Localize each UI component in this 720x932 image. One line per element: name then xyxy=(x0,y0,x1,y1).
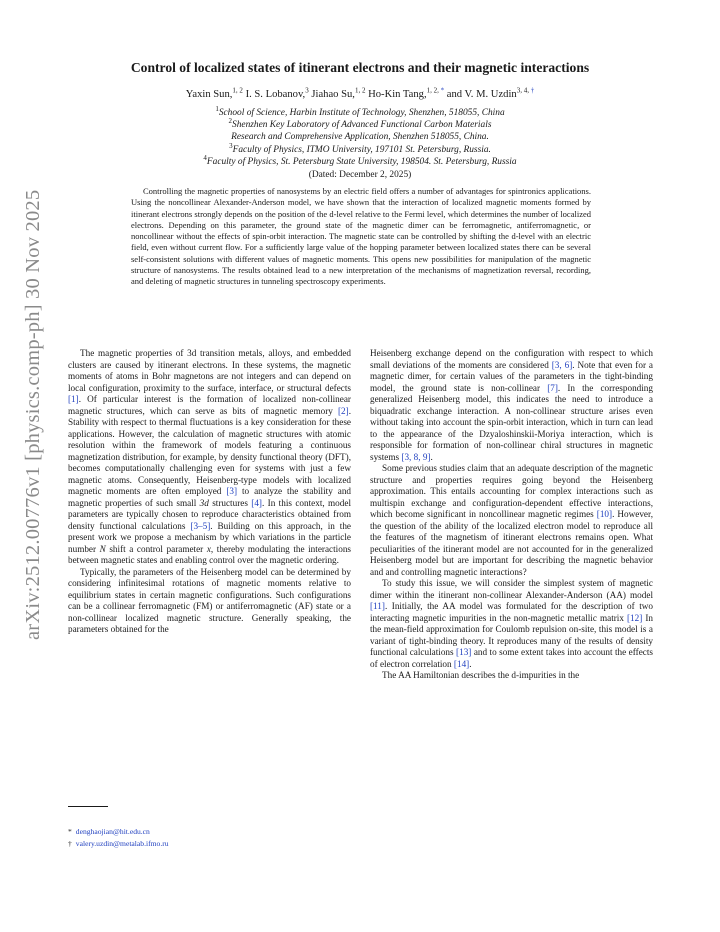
text-run: . Building on this approach, in the present work we propose a mechanism by which variations in the particle number xyxy=(68,520,351,554)
right-column xyxy=(370,348,653,682)
paragraph xyxy=(370,348,653,463)
text-run: . Stability with respect to thermal fluctuations is a key consideration for these applications. However, the calculation of magnetic structures with atomic resolution within the framework of models featuring a continuous magnetization distribution, for example, by density functional theory (DFT), becomes computationally challenging even for systems with just a few magnetic atoms. Consequently, Heisenberg-type models with localized magnetic moments are often employed xyxy=(68,405,351,496)
footnote-rule xyxy=(68,806,108,807)
left-column xyxy=(68,348,351,636)
footnote xyxy=(68,838,169,850)
text-run: . In the corresponding generalized Heisenberg model, this indicates the need to introduce a biquadratic exchange interaction. A non-collinear structure arises even without taking into account the spin-orbit interaction, which in turn can lead to the appearance of the Dzyaloshinskii-Moriya interaction, which is responsible for formation of non-collinear chiral structures in magnetic systems xyxy=(370,382,653,462)
affiliation-number: 1 xyxy=(215,104,219,113)
paragraph xyxy=(370,670,653,682)
text-run: To study this issue, we will consider the simplest system of magnetic dimer within the itinerant non-collinear Alexander-Anderson (AA) model xyxy=(370,578,653,600)
author-name: Yaxin Sun, xyxy=(185,89,233,100)
citation-link[interactable]: [1] xyxy=(68,394,79,404)
math-symbol: 3d xyxy=(199,497,209,508)
author-affiliation-marks: 1, 2 xyxy=(354,86,366,95)
footnote-mark: † xyxy=(68,838,72,848)
affiliation-number: 1 xyxy=(232,86,236,95)
author-name: Jiahao Su, xyxy=(311,89,355,100)
text-run: The AA Hamiltonian describes the d-impurities in the xyxy=(382,670,580,680)
affiliation-number: 2 xyxy=(361,86,366,95)
citation-link[interactable]: [3–5] xyxy=(190,520,211,531)
abstract: Controlling the magnetic properties of nanosystems by an electric field offers a number of advantages for spintronics applications. Using the noncollinear Alexander-Anderson model, we have shown that the interaction of localized magnetic moments formed by itinerant electrons strongly depends on the position of the d-level relative to the Fermi level, which determines the number of localized electrons. Depending on this parameter, the ground state of the magnetic dimer can be ferromagnetic, antiferromagnetic, or noncollinear without the effects of spin-orbit interaction. The magnetic state can be controlled by shifting the d-level with an electric field, even without current flow. For a sufficiently large value of the hopping parameter between localized states there can be several self-consistent solutions with different values of magnetic moments. This opens new possibilities for manipulation of the magnetic structure of nanosystems. The results obtained lead to a new interpretation of the mechanisms of magnetization reversal, recording, and deleting of magnetic structures in tunneling spectroscopy experiments. xyxy=(131,186,591,287)
text-run: . Initially, the AA model was formulated for the description of two interacting magnetic impurities in the non-magnetic metallic matrix xyxy=(370,601,653,623)
author-name: Ho-Kin Tang, xyxy=(368,89,427,100)
citation-link[interactable]: [2] xyxy=(337,405,349,416)
citation-link[interactable]: [14] xyxy=(453,658,470,669)
paragraph xyxy=(68,348,351,567)
email-link[interactable]: valery.uzdin@metalab.ifmo.ru xyxy=(75,838,169,848)
affiliation-line xyxy=(0,119,720,131)
citation-link[interactable]: [13] xyxy=(456,647,472,657)
citation-link[interactable]: [3, 6] xyxy=(551,359,573,370)
affiliation-number: 3 xyxy=(305,86,309,95)
affiliation-number: 2 xyxy=(228,117,233,126)
citation-link[interactable]: [4] xyxy=(251,497,262,508)
citation-link[interactable]: [10] xyxy=(596,509,613,519)
affiliation-line xyxy=(0,153,720,168)
text-run: The magnetic properties of 3d transition metals, alloys, and embedded clusters are caused by itinerant electrons. In these systems, the magnetic moments of atoms in Bohr magnetons are not integers and can depend on local configuration, proximity to the surface, interface, or structural defects xyxy=(68,348,351,393)
text-run: . In this context, model parameters are typically chosen to reproduce characteristics obtained from density functional calculations xyxy=(68,497,351,531)
math-symbol: N xyxy=(99,543,106,554)
author-affiliation-marks xyxy=(305,86,309,94)
author-name: I. S. Lobanov, xyxy=(245,89,306,100)
affiliation-number: 3 xyxy=(516,86,521,95)
citation-link[interactable]: [12] xyxy=(627,612,643,623)
footnote-link[interactable]: † xyxy=(530,86,535,95)
paragraph xyxy=(370,463,653,578)
citation-link[interactable]: [7] xyxy=(547,382,558,393)
affiliation-number: 3 xyxy=(229,141,233,150)
paragraph xyxy=(370,578,653,670)
author-name: V. M. Uzdin xyxy=(464,89,517,100)
citation-link[interactable]: [3] xyxy=(226,486,238,496)
text-run: structures xyxy=(208,497,252,508)
text-run: Some previous studies claim that an adequate description of the magnetic structure and properties requires going beyond the Heisenberg approximation. This entails accounting for complex interactions such as multispin exchange and configuration-dependent effective interactions, which become significant in noncollinear magnetic regimes xyxy=(370,463,653,519)
affiliation-number: 2 xyxy=(239,86,243,95)
affiliation-line xyxy=(0,131,720,143)
text-run: . xyxy=(469,658,472,669)
affiliation-number: 4 xyxy=(523,86,528,95)
text-run: and to some extent takes into account the effects of electron correlation xyxy=(370,647,653,669)
arxiv-side-stamp: arXiv:2512.00776v1 [physics.comp-ph] 30 Nov 2025 xyxy=(22,189,44,640)
text-run: , thereby modulating the interactions between magnetic states and enabling control over the magnetic ordering. xyxy=(68,543,351,565)
affiliation-number: 1 xyxy=(354,86,359,95)
affiliations xyxy=(0,104,720,168)
author-affiliation-marks: 1, 2, * xyxy=(426,86,445,95)
footnote-link[interactable]: * xyxy=(440,86,445,95)
affiliation-number: 2 xyxy=(433,86,438,95)
author-list: Yaxin Sun,$^{1, 2}$ I. S. Lobanov,$^3$ Jiahao Su,$^{1, 2}$ Ho-Kin Tang,$^{1, 2, *}$ and V. M. Uzdin$^{3, 4, \dagger}$ xyxy=(185,86,535,100)
paragraph xyxy=(68,567,351,636)
text-run: shift a control parameter xyxy=(105,543,207,554)
affiliation-line xyxy=(0,104,720,119)
affiliation-text: Faculty of Physics, ITMO University, 197101 St. Petersburg, Russia. xyxy=(232,144,491,155)
dated-line: (Dated: December 2, 2025) xyxy=(308,170,412,180)
author-affiliation-marks: 1, 2 xyxy=(232,86,243,95)
footnote xyxy=(68,826,169,838)
author-affiliation-marks: 3, 4, † xyxy=(516,86,535,95)
citation-link[interactable]: [11] xyxy=(370,601,385,611)
email-link[interactable]: denghaojian@hit.edu.cn xyxy=(75,827,150,836)
affiliation-text: Faculty of Physics, St. Petersburg State University, 198504. St. Petersburg, Russia xyxy=(206,156,517,167)
text-run: to analyze the stability and magnetic properties of such small xyxy=(68,486,352,508)
math-symbol: x xyxy=(206,543,211,554)
footnotes xyxy=(68,826,169,849)
affiliation-text: Shenzhen Key Laboratory of Advanced Functional Carbon Materials xyxy=(232,120,492,131)
affiliation-text: Research and Comprehensive Application, Shenzhen 518055, China. xyxy=(231,132,489,143)
text-run: In the mean-field approximation for Coulomb repulsion on-site, this model is a variant of tight-binding theory. It reproduces many of the results of density functional calculations xyxy=(370,612,654,657)
text-run: . However, the question of the ability of the localized electron model to reproduce all the features of the magnetism of itinerant electrons remains open. What peculiarities of the itinerant model are not accounted for in the generalized Heisenberg model but are important for describing the magnetic behavior and and controlling magnetic interactions? xyxy=(370,509,653,577)
text-run: Heisenberg exchange depend on the configuration with respect to which small deviations of the moments are considered xyxy=(370,348,653,370)
affiliation-number: 1 xyxy=(426,86,431,95)
affiliation-text: School of Science, Harbin Institute of Technology, Shenzhen, 518055, China xyxy=(218,108,505,118)
citation-link[interactable]: [3, 8, 9] xyxy=(401,451,431,462)
text-run: . Of particular interest is the formation of localized non-collinear magnetic structures, which can serve as bits of magnetic memory xyxy=(68,394,351,416)
footnote-mark: * xyxy=(68,827,72,836)
affiliation-line xyxy=(0,141,720,156)
affiliation-number: 4 xyxy=(203,153,207,162)
paper-title: Control of localized states of itinerant electrons and their magnetic interactions xyxy=(130,60,590,75)
text-run: Typically, the parameters of the Heisenberg model can be determined by considering infinitesimal rotations of magnetic moments relative to equilibrium states in certain magnetic configurations. Such configurations can be a collinear ferromagnetic (FM) or antiferromagnetic (AF) state or a non-collinear localized magnetic structure. Generally speaking, the parameters obtained for the xyxy=(68,566,351,634)
text-run: . Note that even for a magnetic dimer, for certain values of the parameters in the tight-binding model, the ground state is non-collinear xyxy=(370,359,654,393)
text-run: . xyxy=(430,451,433,462)
